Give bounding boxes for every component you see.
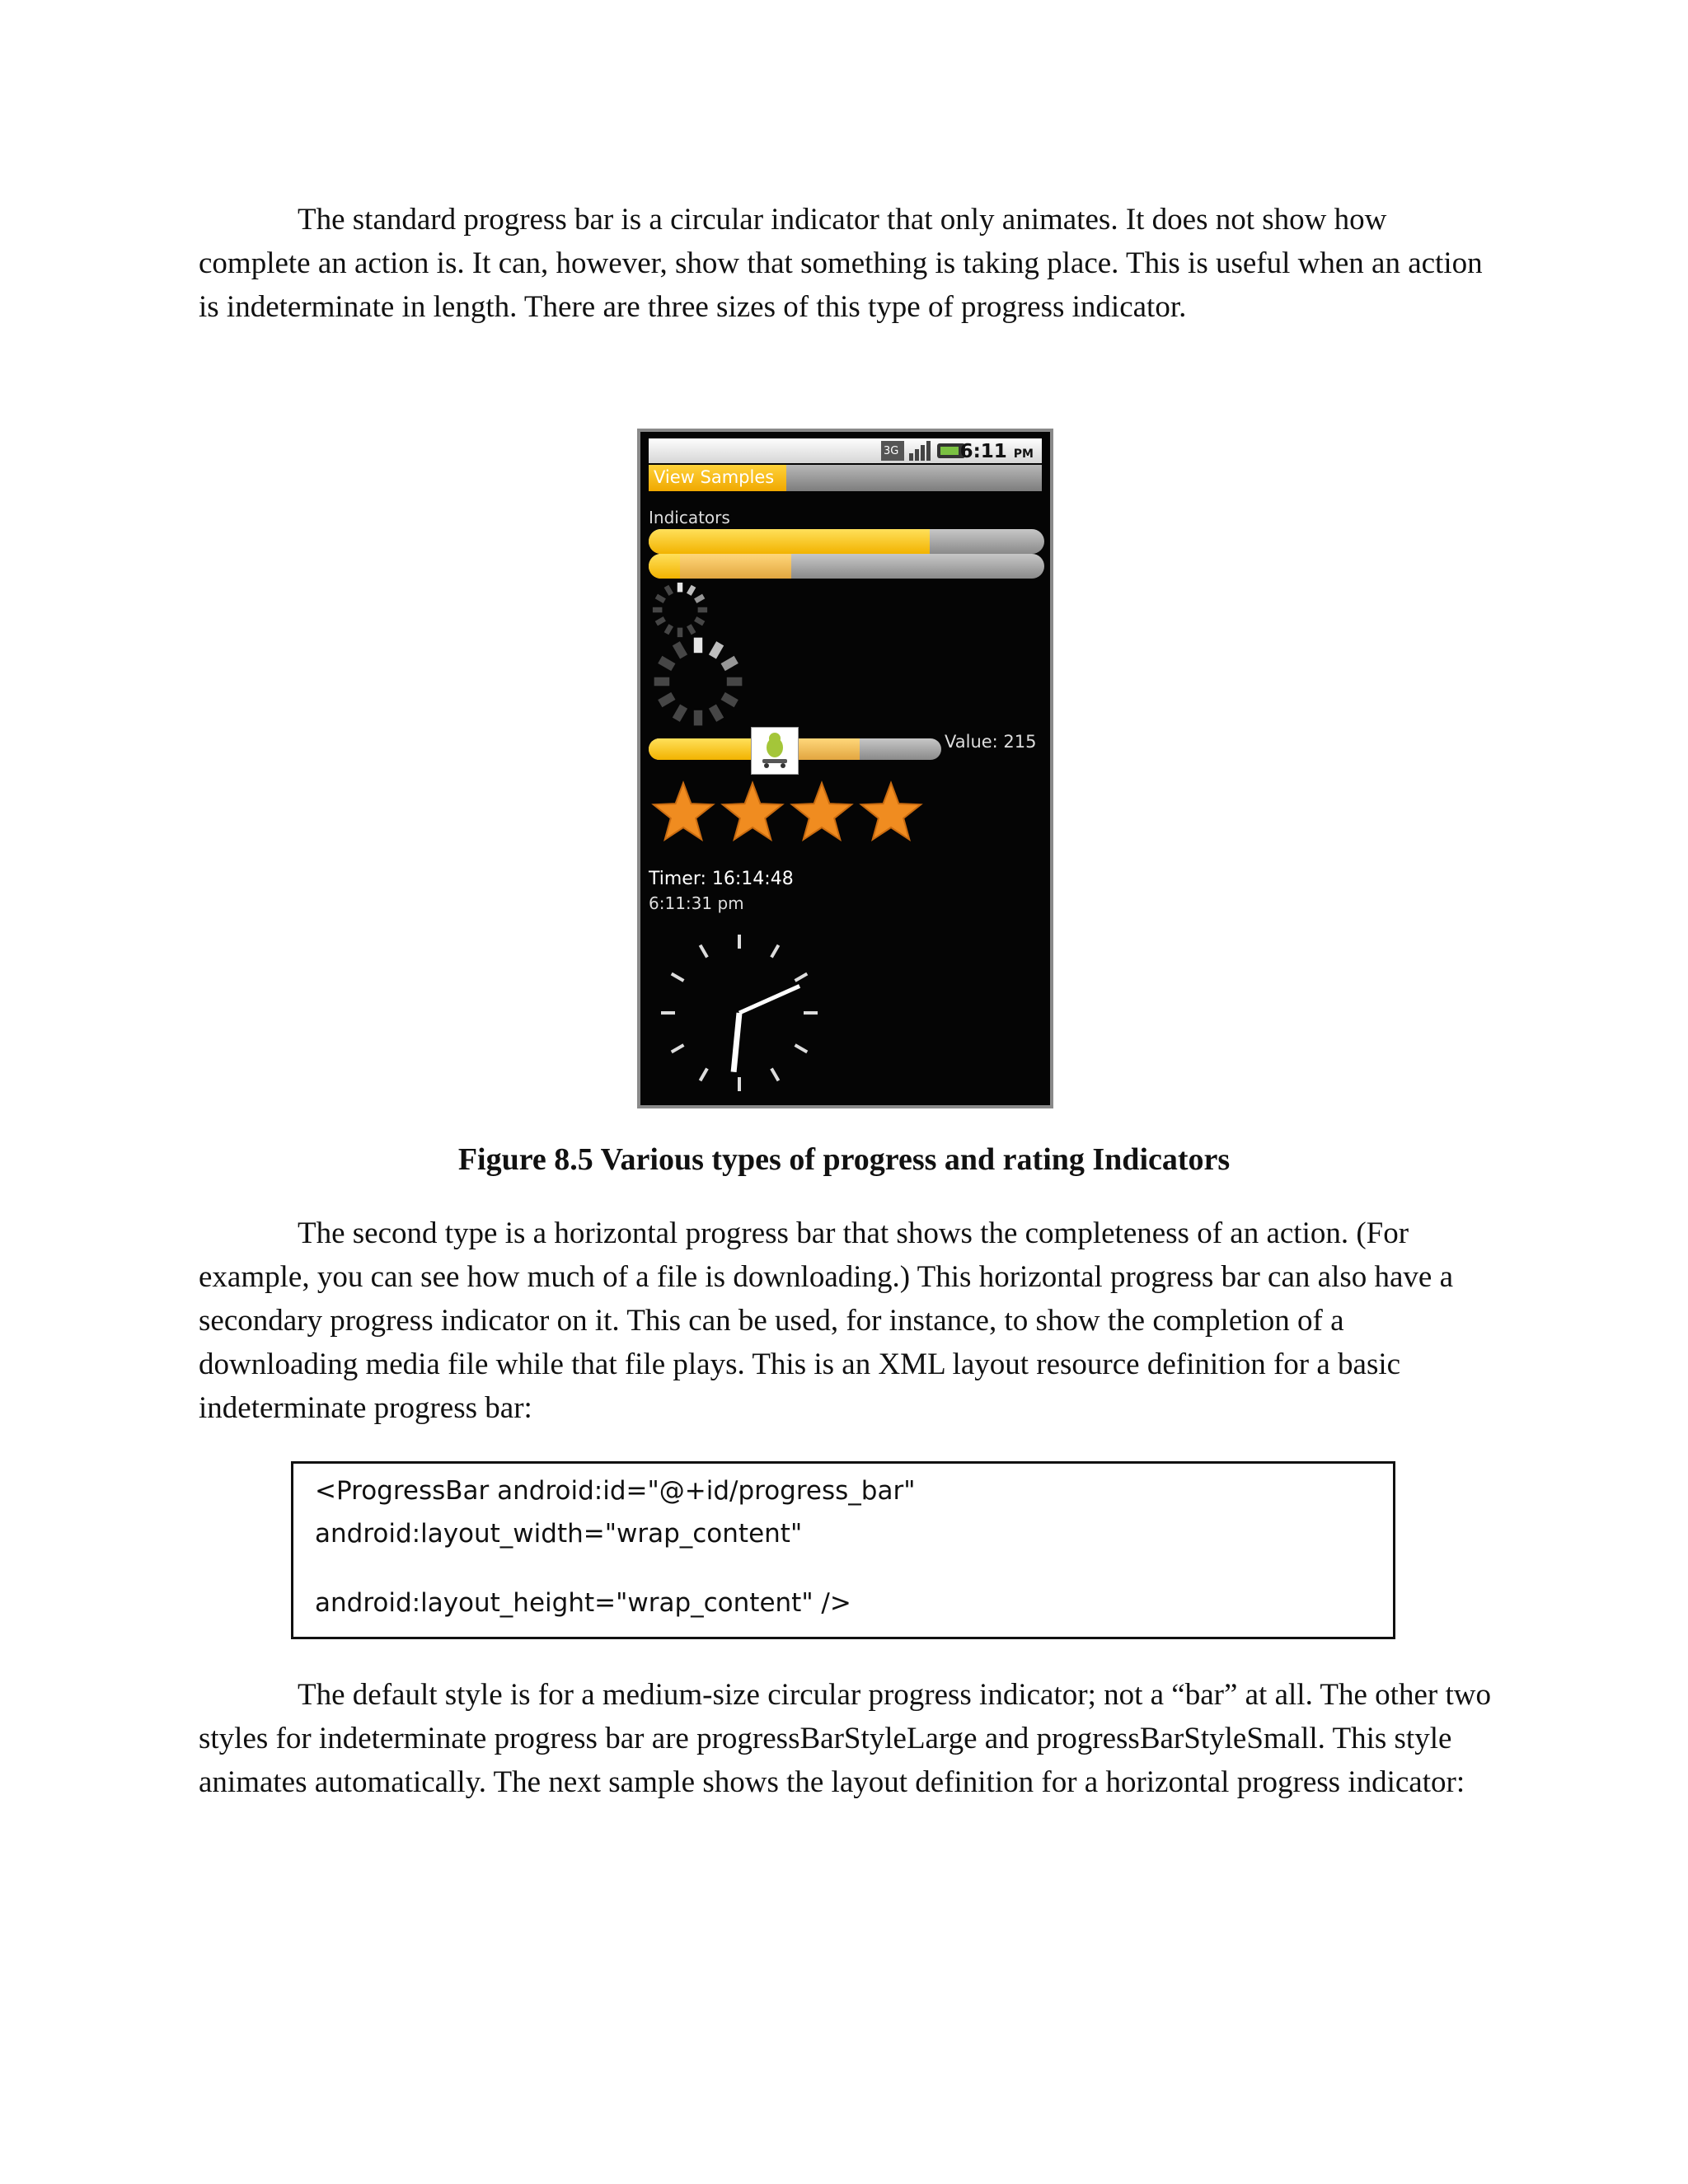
paragraph-horizontal bbox=[199, 1212, 1501, 1430]
digital-clock: 6:11:31 pm bbox=[649, 893, 744, 913]
progress-primary bbox=[649, 529, 930, 554]
rating-star-icon bbox=[861, 783, 921, 840]
signal-icon bbox=[909, 441, 931, 461]
chronometer: Timer: 16:14:48 bbox=[649, 869, 794, 889]
code-line: <ProgressBar android:id="@+id/progress_bar" bbox=[315, 1476, 916, 1506]
spinner-segment bbox=[696, 619, 704, 624]
spinner-segment bbox=[666, 626, 671, 634]
title-bar bbox=[649, 465, 1042, 491]
small-spinner-icon bbox=[650, 580, 710, 640]
horizontal-progress-bar bbox=[649, 529, 1044, 554]
code-block bbox=[291, 1461, 1395, 1639]
phone-screenshot bbox=[637, 429, 1053, 1108]
clock-tick bbox=[795, 974, 808, 982]
clock-tick bbox=[701, 945, 708, 958]
section-label: Indicators bbox=[649, 508, 730, 527]
clock-tick bbox=[701, 1069, 708, 1081]
status-time-value: 6:11 bbox=[959, 441, 1007, 462]
rating-star-icon bbox=[723, 783, 782, 840]
clock-tick bbox=[771, 1069, 779, 1081]
figure-caption: Figure 8.5 Various types of progress and rating Indicators bbox=[457, 1142, 1231, 1177]
clock-minute-hand bbox=[739, 986, 799, 1013]
clock-tick bbox=[771, 945, 779, 958]
seek-value: Value: 215 bbox=[945, 732, 1037, 752]
spinner-segment bbox=[656, 619, 664, 624]
spinner-segment bbox=[723, 659, 736, 667]
spinner-segment bbox=[660, 696, 673, 703]
spinner-segment bbox=[712, 706, 720, 719]
code-line: android:layout_height="wrap_content" /> bbox=[315, 1588, 851, 1618]
seek-thumb[interactable] bbox=[751, 727, 799, 775]
clock-tick bbox=[672, 1045, 684, 1052]
spinner-segment bbox=[689, 626, 694, 634]
status-ampm: PM bbox=[1013, 448, 1034, 461]
progress-primary bbox=[649, 554, 680, 579]
rating-star-icon bbox=[654, 783, 713, 840]
rating-star-icon bbox=[792, 783, 851, 840]
android-robot-icon bbox=[752, 728, 798, 774]
svg-text:3G: 3G bbox=[884, 445, 899, 457]
large-spinner-icon bbox=[650, 634, 746, 729]
status-bar bbox=[649, 438, 1042, 463]
app-title: View Samples bbox=[654, 467, 775, 487]
rating-bar[interactable] bbox=[650, 780, 931, 846]
clock-tick bbox=[672, 974, 684, 982]
paragraph-intro bbox=[199, 198, 1501, 329]
clock-tick bbox=[795, 1045, 808, 1052]
spinner-segment bbox=[666, 586, 671, 594]
3g-icon bbox=[881, 441, 904, 461]
clock-hour-hand bbox=[734, 1013, 739, 1072]
spinner-segment bbox=[689, 586, 694, 594]
code-line: android:layout_width="wrap_content" bbox=[315, 1519, 803, 1549]
spinner-segment bbox=[712, 644, 720, 657]
spinner-segment bbox=[660, 659, 673, 667]
spinner-segment bbox=[676, 706, 683, 719]
paragraph-horizontal-text: The second type is a horizontal progress bar that shows the completeness of an action. (For example, you can see how much of a file is downloading.) This horizontal progress bar can also have a secondary progress indicator on it. This can be used, for instance, to show the completion of a downloading media file while that file plays. This is an XML layout resource definition for a basic indeterminate progress bar: bbox=[199, 1216, 1454, 1425]
paragraph-styles bbox=[199, 1673, 1501, 1804]
paragraph-intro-text: The standard progress bar is a circular indicator that only animates. It does not show how complete an action is. It can, however, show that something is taking place. This is useful when an action is indeterminate in length. There are three sizes of this type of progress indicator. bbox=[199, 203, 1483, 324]
status-time bbox=[960, 441, 1034, 462]
spinner-segment bbox=[696, 596, 704, 601]
analog-clock-icon bbox=[657, 922, 822, 1104]
paragraph-styles-text: The default style is for a medium-size circular progress indicator; not a “bar” at all. The other two styles for indeterminate progress bar are progressBarStyleLarge and progressBarStyleSmall. This style animates automatically. The next sample shows the layout definition for a horizontal progress indicator: bbox=[199, 1678, 1491, 1799]
spinner-segment bbox=[723, 696, 736, 703]
spinner-segment bbox=[656, 596, 664, 601]
horizontal-progress-bar-secondary bbox=[649, 554, 1044, 579]
spinner-segment bbox=[676, 644, 683, 657]
